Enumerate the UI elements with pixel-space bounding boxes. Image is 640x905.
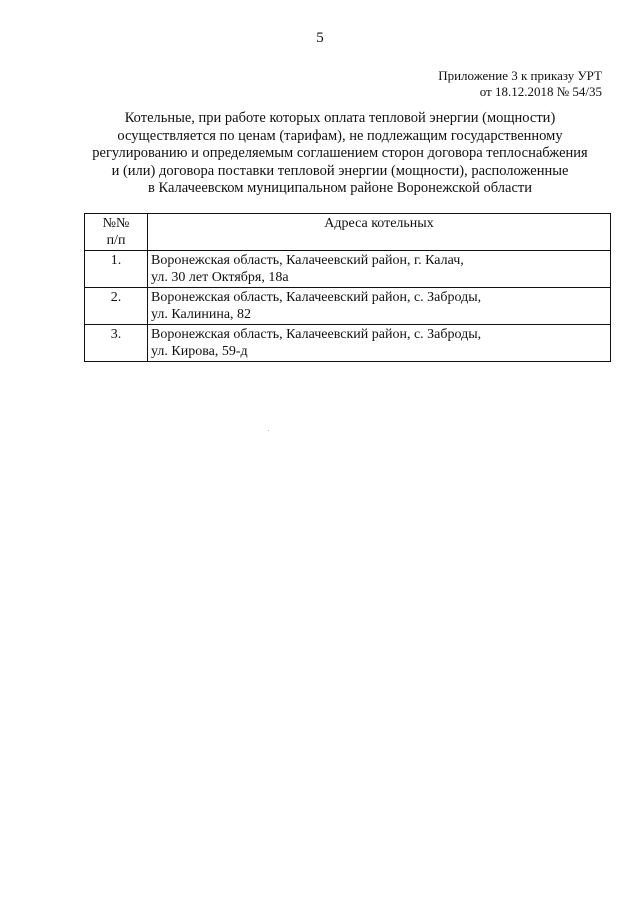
title-line: Котельные, при работе которых оплата тепловой энергии (мощности) <box>124 110 556 126</box>
scan-speck <box>268 430 269 431</box>
row-address <box>148 251 611 288</box>
table-row <box>85 251 611 288</box>
table-row <box>85 325 611 362</box>
appendix-line-order: Приложение 3 к приказу УРТ <box>438 68 602 83</box>
address-line: Воронежская область, Калачеевский район, с. Заброды, <box>151 290 482 305</box>
document-title <box>60 110 620 198</box>
address-line: ул. Калинина, 82 <box>151 307 252 322</box>
appendix-line-date: от 18.12.2018 № 54/35 <box>479 84 602 99</box>
row-address <box>148 325 611 362</box>
page-number: 5 <box>316 30 324 46</box>
title-line: в Калачеевском муниципальном районе Воронежской области <box>148 180 532 196</box>
row-number: 3. <box>85 325 148 362</box>
boilers-table <box>84 213 611 362</box>
address-line: ул. 30 лет Октября, 18а <box>151 270 289 285</box>
address-line: ул. Кирова, 59-д <box>151 344 248 359</box>
header-number-line2: п/п <box>106 233 126 248</box>
row-number: 1. <box>85 251 148 288</box>
title-line: регулированию и определяемым соглашением сторон договора теплоснабжения <box>92 145 588 161</box>
header-number-line1: №№ <box>102 216 130 231</box>
table-row <box>85 288 611 325</box>
address-line: Воронежская область, Калачеевский район, с. Заброды, <box>151 327 482 342</box>
title-line: осуществляется по ценам (тарифам), не подлежащим государственному <box>117 127 563 144</box>
row-number: 2. <box>85 288 148 325</box>
header-number <box>85 214 148 251</box>
table-header-row <box>85 214 611 251</box>
header-address: Адреса котельных <box>148 214 611 251</box>
row-address <box>148 288 611 325</box>
title-line: и (или) договора поставки тепловой энергии (мощности), расположенные <box>111 162 569 179</box>
appendix-reference <box>438 68 602 100</box>
address-line: Воронежская область, Калачеевский район, г. Калач, <box>151 253 464 268</box>
